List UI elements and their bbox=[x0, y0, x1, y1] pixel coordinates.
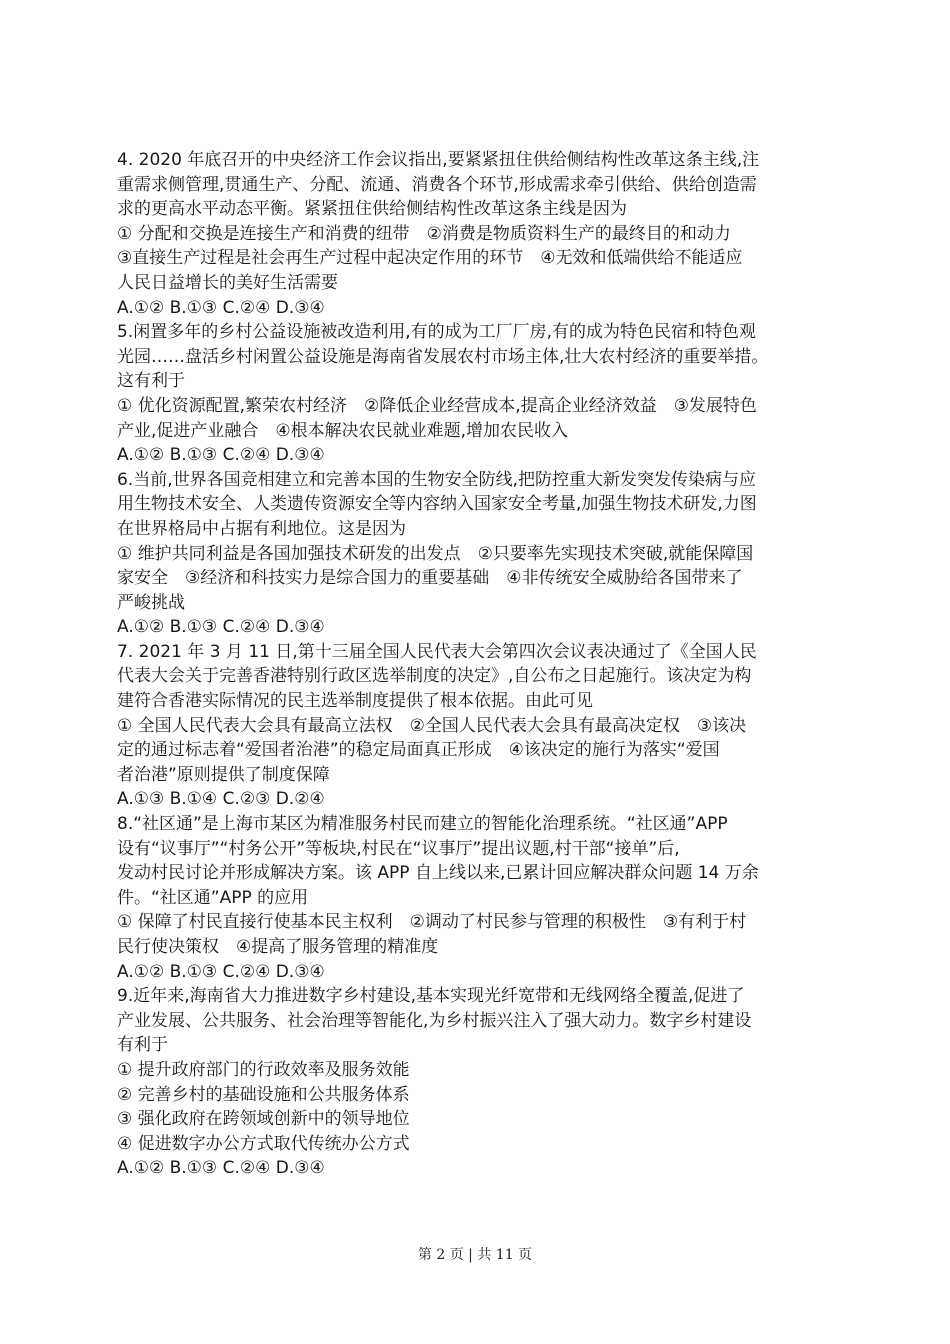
text-line: 重需求侧管理,贯通生产、分配、流通、消费各个环节,形成需求牵引供给、供给创造需 bbox=[117, 174, 757, 195]
text-line: 这有利于 bbox=[117, 371, 185, 392]
text-line: 定的通过标志着“爱国者治港”的稳定局面真正形成 ④该决定的施行为落实“爱国 bbox=[117, 740, 720, 761]
text-line: 8.“社区通”是上海市某区为精准服务村民而建立的智能化治理系统。“社区通”APP bbox=[117, 814, 728, 835]
answer-options: A.①② B.①③ C.②④ D.③④ bbox=[117, 297, 325, 318]
text-line: 产业,促进产业融合 ④根本解决农民就业难题,增加农民收入 bbox=[117, 420, 569, 441]
text-line: ① 分配和交换是连接生产和消费的纽带 ②消费是物质资料生产的最终目的和动力 bbox=[117, 223, 731, 244]
text-line: ① 提升政府部门的行政效率及服务效能 bbox=[117, 1059, 410, 1080]
text-line: 件。“社区通”APP 的应用 bbox=[117, 887, 309, 908]
text-line: 民行使决策权 ④提高了服务管理的精准度 bbox=[117, 937, 439, 957]
text-line: 建符合香港实际情况的民主选举制度提供了根本依据。由此可见 bbox=[117, 691, 593, 712]
text-line: ② 完善乡村的基础设施和公共服务体系 bbox=[117, 1084, 410, 1105]
page-footer: 第 2 页 | 共 11 页 bbox=[417, 1247, 533, 1263]
text-line: 产业发展、公共服务、社会治理等智能化,为乡村振兴注入了强大动力。数字乡村建设 bbox=[117, 1010, 752, 1031]
text-line: 7. 2021 年 3 月 11 日,第十三届全国人民代表大会第四次会议表决通过了《全国人民 bbox=[117, 641, 757, 662]
text-line: ③直接生产过程是社会再生产过程中起决定作用的环节 ④无效和低端供给不能适应 bbox=[117, 248, 743, 269]
answer-options: A.①② B.①③ C.②④ D.③④ bbox=[117, 445, 325, 466]
answer-options: A.①② B.①③ C.②④ D.③④ bbox=[117, 1158, 325, 1179]
text-line: 严峻挑战 bbox=[117, 592, 185, 613]
text-line: ① 优化资源配置,繁荣农村经济 ②降低企业经营成本,提高企业经济效益 ③发展特色 bbox=[117, 395, 757, 416]
text-line: 家安全 ③经济和科技实力是综合国力的重要基础 ④非传统安全威胁给各国带来了 bbox=[117, 568, 743, 589]
text-line: 光园……盘活乡村闲置公益设施是海南省发展农村市场主体,壮大农村经济的重要举措。 bbox=[117, 346, 769, 367]
answer-options: A.①③ B.①④ C.②③ D.②④ bbox=[117, 789, 325, 810]
text-line: 求的更高水平动态平衡。紧紧扭住供给侧结构性改革这条主线是因为 bbox=[117, 199, 627, 220]
text-line: 用生物技术安全、人类遗传资源安全等内容纳入国家安全考量,加强生物技术研发,力图 bbox=[117, 494, 757, 515]
text-line: 设有“议事厅”“村务公开”等板块,村民在“议事厅”提出议题,村干部“接单”后, bbox=[117, 838, 680, 859]
text-line: ③ 强化政府在跨领域创新中的领导地位 bbox=[117, 1109, 410, 1130]
text-line: 在世界格局中占据有利地位。这是因为 bbox=[117, 518, 406, 539]
text-line: 9.近年来,海南省大力推进数字乡村建设,基本实现光纤宽带和无线网络全覆盖,促进了 bbox=[117, 986, 745, 1007]
text-line: ① 保障了村民直接行使基本民主权利 ②调动了村民参与管理的积极性 ③有利于村 bbox=[117, 912, 747, 933]
text-line: 5.闲置多年的乡村公益设施被改造利用,有的成为工厂厂房,有的成为特色民宿和特色观 bbox=[117, 322, 757, 343]
answer-options: A.①② B.①③ C.②④ D.③④ bbox=[117, 617, 325, 638]
text-line: 6.当前,世界各国竞相建立和完善本国的生物安全防线,把防控重大新发突发传染病与应 bbox=[117, 469, 757, 490]
text-line: 代表大会关于完善香港特别行政区选举制度的决定》,自公布之日起施行。该决定为构 bbox=[117, 666, 752, 687]
text-line: 者治港”原则提供了制度保障 bbox=[117, 764, 330, 785]
question-text bbox=[117, 148, 843, 1181]
text-line: 4. 2020 年底召开的中央经济工作会议指出,要紧紧扭住供给侧结构性改革这条主线,注 bbox=[117, 150, 760, 170]
text-line: 有利于 bbox=[117, 1035, 168, 1056]
text-line: ① 全国人民代表大会具有最高立法权 ②全国人民代表大会具有最高决定权 ③该决 bbox=[117, 715, 747, 736]
text-line: 人民日益增长的美好生活需要 bbox=[117, 272, 338, 293]
text-line: ④ 促进数字办公方式取代传统办公方式 bbox=[117, 1133, 410, 1154]
text-line: 发动村民讨论并形成解决方案。该 APP 自上线以来,已累计回应解决群众问题 14 万余 bbox=[117, 863, 759, 884]
text-line: ① 维护共同利益是各国加强技术研发的出发点 ②只要率先实现技术突破,就能保障国 bbox=[117, 543, 754, 564]
answer-options: A.①② B.①③ C.②④ D.③④ bbox=[117, 961, 325, 982]
